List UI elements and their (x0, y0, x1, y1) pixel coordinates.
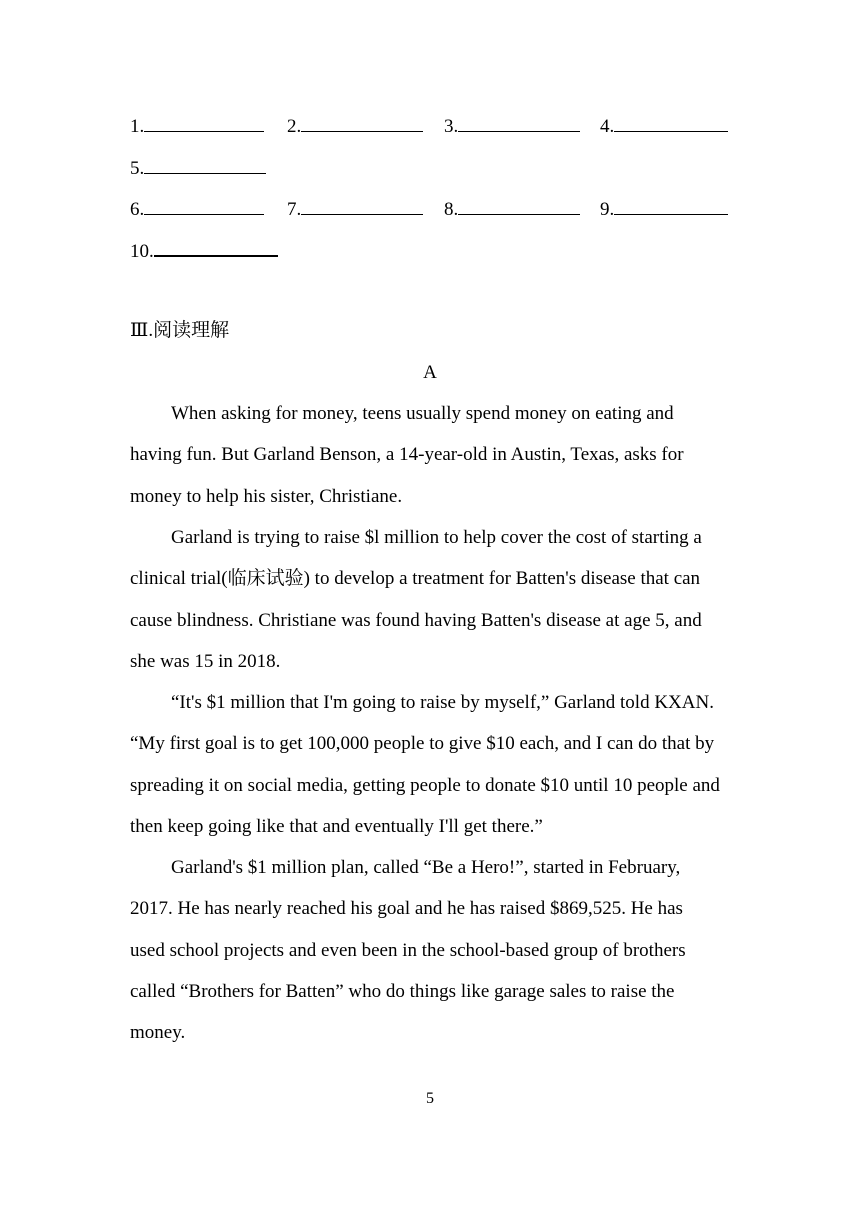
answer-blank-2[interactable] (287, 113, 423, 140)
answer-number: 4. (600, 116, 615, 137)
answer-number: 2. (287, 116, 302, 137)
answer-line[interactable] (614, 113, 728, 132)
answer-blank-8[interactable] (444, 196, 580, 223)
answer-blank-1[interactable] (130, 113, 264, 140)
answer-line[interactable] (458, 113, 580, 132)
answer-blank-4[interactable] (600, 113, 728, 140)
page-number: 5 (426, 1090, 434, 1107)
answer-blank-10[interactable] (130, 237, 278, 265)
passage-paragraph-2: Garland is trying to raise $l million to help cover the cost of starting a clinical trial(临床试验) to develop a treatment for Batten's disease that can cause blindness. Christiane was found having Batten's disease at age 5, and she was 15 in 2018. (130, 527, 702, 672)
answer-number: 1. (130, 116, 145, 137)
passage-paragraph-1: When asking for money, teens usually spend money on eating and having fun. But Garland Benson, a 14-year-old in Austin, Texas, asks for money to help his sister, Christiane. (130, 403, 684, 507)
answer-line[interactable] (144, 155, 266, 174)
answer-number: 3. (444, 116, 459, 137)
section-heading: Ⅲ.阅读理解 (130, 320, 230, 341)
answer-number: 7. (287, 199, 302, 220)
answer-blank-9[interactable] (600, 196, 728, 223)
passage-paragraph-3: “It's $1 million that I'm going to raise by myself,” Garland told KXAN. “My first goal is to get 100,000 people to give $10 each, and I can do that by spreading it on social media, getting people to donate $10 until 10 people and then keep going like that and eventually I'll get there.” (130, 692, 720, 837)
answer-blank-5[interactable] (130, 155, 266, 182)
answer-line[interactable] (144, 113, 264, 132)
answer-blank-3[interactable] (444, 113, 580, 140)
answer-number: 9. (600, 199, 615, 220)
answer-line[interactable] (154, 237, 278, 257)
answer-number: 8. (444, 199, 459, 220)
passage-paragraph-4: Garland's $1 million plan, called “Be a Hero!”, started in February, 2017. He has nearly reached his goal and he has raised $869,525. He has used school projects and even been in the school-based group of brothers called “Brothers for Batten” who do things like garage sales to raise the money. (130, 857, 686, 1044)
answer-line[interactable] (458, 196, 580, 215)
answer-blank-6[interactable] (130, 196, 264, 223)
answer-number: 10. (130, 241, 154, 262)
answer-line[interactable] (301, 113, 423, 132)
answer-line[interactable] (144, 196, 264, 215)
passage-letter: A (423, 362, 437, 383)
answer-blank-7[interactable] (287, 196, 423, 223)
answer-number: 6. (130, 199, 145, 220)
answer-line[interactable] (614, 196, 728, 215)
answer-number: 5. (130, 158, 145, 179)
answer-line[interactable] (301, 196, 423, 215)
